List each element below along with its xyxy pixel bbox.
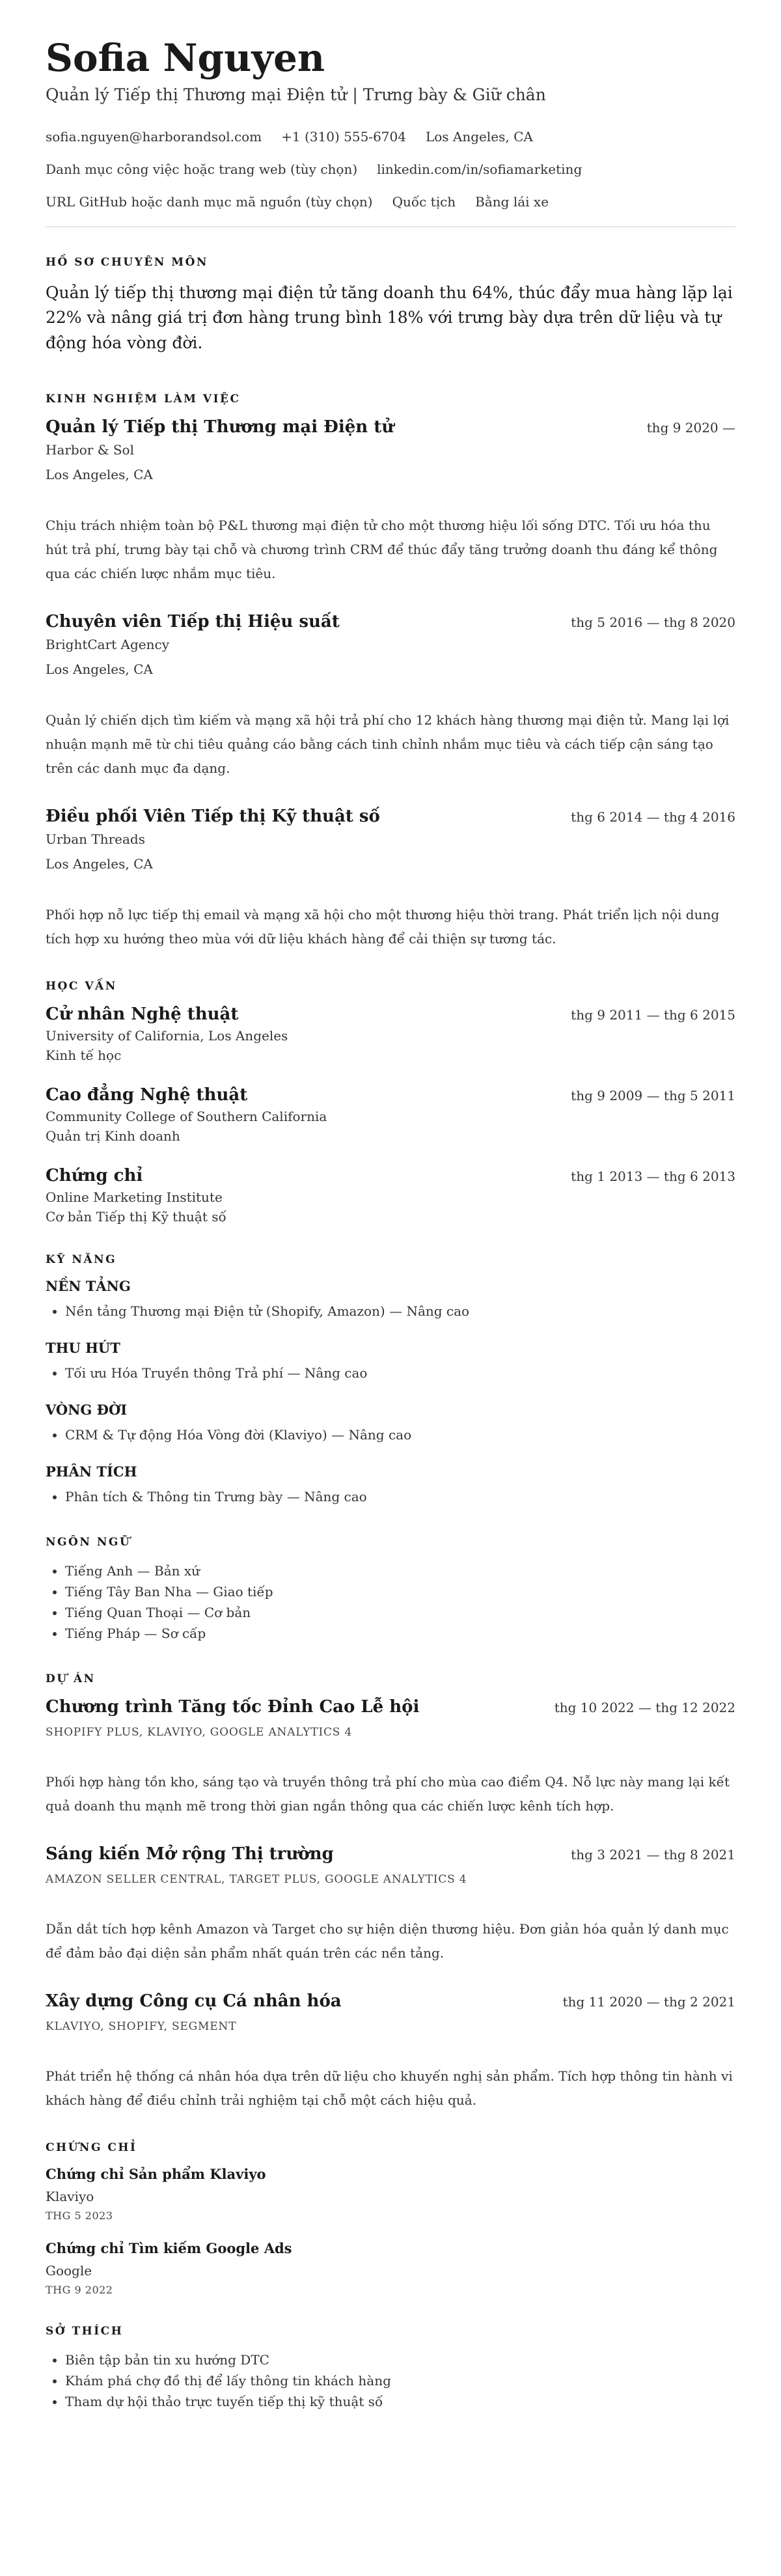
job-date: thg 6 2014 — thg 4 2016 [571, 809, 735, 825]
section-title-summary: HỒ SƠ CHUYÊN MÔN [46, 255, 208, 269]
candidate-name: Sofia Nguyen [46, 36, 325, 80]
certification-date: THG 5 2023 [46, 2209, 113, 2222]
project-description: Dẫn dắt tích hợp kênh Amazon và Target cho sự hiện diện thương hiệu. Đơn giản hóa quản lý danh mục để đảm bảo đại diện sản phẩm nhất quán trên các nền tảng. [46, 1920, 729, 1961]
job-date: thg 5 2016 — thg 8 2020 [571, 614, 735, 630]
contact-row-3 [46, 194, 735, 210]
section-title-interests: SỞ THÍCH [46, 2324, 124, 2338]
education-entry [46, 1085, 735, 1144]
project-date: thg 3 2021 — thg 8 2021 [571, 1846, 735, 1863]
certification-issuer: Google [46, 2262, 92, 2278]
project-tech-stack: KLAVIYO, SHOPIFY, SEGMENT [46, 2019, 237, 2033]
project-tech-stack: SHOPIFY PLUS, KLAVIYO, GOOGLE ANALYTICS 4 [46, 1725, 353, 1739]
degree-title: Chứng chỉ [46, 1165, 143, 1185]
job-description: Phối hợp nỗ lực tiếp thị email và mạng xã hội cho một thương hiệu thời trang. Phát triển lịch nội dung tích hợp xu hướng theo mùa với dữ liệu khách hàng để cải thiện sự tương tác. [46, 906, 720, 947]
certification-date: THG 9 2022 [46, 2283, 113, 2296]
linkedin-link[interactable]: linkedin.com/in/sofiamarketing [377, 161, 582, 177]
degree-title: Cử nhân Nghệ thuật [46, 1004, 239, 1024]
job-title: Quản lý Tiếp thị Thương mại Điện tử [46, 417, 394, 437]
skill-item: • Tối ưu Hóa Truyền thông Trả phí — Nâng cao [65, 1363, 735, 1383]
contact-row-2 [46, 161, 735, 177]
project-entry [46, 1991, 735, 2112]
project-name: Sáng kiến Mở rộng Thị trường [46, 1844, 334, 1864]
skill-group [46, 1340, 735, 1383]
skill-group [46, 1463, 735, 1507]
job-location: Los Angeles, CA [46, 855, 153, 872]
candidate-headline: Quản lý Tiếp thị Thương mại Điện tử | Trưng bày & Giữ chân [46, 85, 546, 104]
skill-category: THU HÚT [46, 1339, 120, 1356]
education-date: thg 9 2011 — thg 6 2015 [571, 1006, 735, 1023]
job-description: Chịu trách nhiệm toàn bộ P&L thương mại điện tử cho một thương hiệu lối sống DTC. Tối ưu hóa thu hút trả phí, trưng bày tại chỗ và chương trình CRM để thúc đẩy tăng trưởng doanh thu đáng kể thông qua các chiến lược nhắm mục tiêu. [46, 517, 718, 581]
skill-item: • Nền tảng Thương mại Điện tử (Shopify, Amazon) — Nâng cao [65, 1301, 735, 1322]
skill-item: • CRM & Tự động Hóa Vòng đời (Klaviyo) — Nâng cao [65, 1424, 735, 1445]
location: Los Angeles, CA [425, 128, 533, 145]
experience-entry [46, 612, 735, 781]
section-title-languages: NGÔN NGỮ [46, 1535, 131, 1549]
company-name: BrightCart Agency [46, 636, 170, 652]
phone-number: +1 (310) 555-6704 [281, 128, 406, 145]
education-date: thg 9 2009 — thg 5 2011 [571, 1087, 735, 1103]
experience-entry [46, 417, 735, 586]
skill-item: • Phân tích & Thông tin Trưng bày — Nâng cao [65, 1486, 735, 1507]
job-location: Los Angeles, CA [46, 661, 153, 677]
project-entry [46, 1697, 735, 1818]
contact-row-1 [46, 129, 735, 145]
section-title-experience: KINH NGHIỆM LÀM VIỆC [46, 392, 241, 406]
driving-license: Bằng lái xe [475, 193, 549, 210]
interests-section [46, 2325, 735, 2412]
interest-item: • Biên tập bản tin xu hướng DTC [65, 2349, 735, 2370]
project-entry [46, 1844, 735, 1965]
language-list [46, 1560, 735, 1644]
project-description: Phối hợp hàng tồn kho, sáng tạo và truyền thông trả phí cho mùa cao điểm Q4. Nỗ lực này mang lại kết quả doanh thu mạnh mẽ trong thời gian ngắn thông qua các chiến lược kênh tích hợp. [46, 1773, 730, 1814]
resume-header [46, 36, 735, 210]
section-title-education: HỌC VẤN [46, 979, 117, 993]
skill-category: PHÂN TÍCH [46, 1463, 137, 1480]
job-title: Điều phối Viên Tiếp thị Kỹ thuật số [46, 806, 380, 826]
field-of-study: Kinh tế học [46, 1047, 122, 1063]
project-name: Chương trình Tăng tốc Đỉnh Cao Lễ hội [46, 1697, 420, 1717]
education-entry [46, 1166, 735, 1225]
job-title: Chuyên viên Tiếp thị Hiệu suất [46, 611, 340, 631]
github-link[interactable]: URL GitHub hoặc danh mục mã nguồn (tùy chọn) [46, 193, 373, 210]
company-name: Urban Threads [46, 831, 145, 847]
field-of-study: Quản trị Kinh doanh [46, 1128, 180, 1144]
nationality: Quốc tịch [392, 193, 456, 210]
section-title-certifications: CHỨNG CHỈ [46, 2140, 137, 2154]
education-date: thg 1 2013 — thg 6 2013 [571, 1168, 735, 1184]
school-name: University of California, Los Angeles [46, 1027, 288, 1044]
interest-item: • Tham dự hội thảo trực tuyến tiếp thị kỹ thuật số [65, 2391, 735, 2412]
project-date: thg 11 2020 — thg 2 2021 [562, 1993, 735, 2010]
section-title-skills: KỸ NĂNG [46, 1253, 117, 1266]
field-of-study: Cơ bản Tiếp thị Kỹ thuật số [46, 1208, 226, 1225]
skills-section [46, 1253, 735, 1507]
job-date: thg 9 2020 — [646, 419, 735, 436]
experience-section [46, 393, 735, 951]
project-date: thg 10 2022 — thg 12 2022 [554, 1699, 735, 1715]
languages-section [46, 1536, 735, 1644]
language-item: • Tiếng Quan Thoại — Cơ bản [65, 1602, 735, 1623]
email-link[interactable]: sofia.nguyen@harborandsol.com [46, 128, 262, 145]
certification-name: Chứng chỉ Tìm kiếm Google Ads [46, 2239, 292, 2256]
interest-item: • Khám phá chợ đồ thị để lấy thông tin khách hàng [65, 2370, 735, 2391]
language-item: • Tiếng Tây Ban Nha — Giao tiếp [65, 1581, 735, 1602]
project-name: Xây dựng Công cụ Cá nhân hóa [46, 1991, 342, 2011]
summary-text: Quản lý tiếp thị thương mại điện tử tăng doanh thu 64%, thúc đẩy mua hàng lặp lại 22% và nâng giá trị đơn hàng trung bình 18% với trưng bày dựa trên dữ liệu và tự động hóa vòng đời. [46, 283, 733, 353]
certification-name: Chứng chỉ Sản phẩm Klaviyo [46, 2165, 266, 2182]
project-description: Phát triển hệ thống cá nhân hóa dựa trên dữ liệu cho khuyến nghị sản phẩm. Tích hợp thông tin hành vi khách hàng để điều chỉnh trải nghiệm tại chỗ một cách hiệu quả. [46, 2068, 733, 2108]
school-name: Online Marketing Institute [46, 1189, 223, 1205]
certifications-section [46, 2141, 735, 2296]
projects-section [46, 1672, 735, 2112]
education-entry [46, 1004, 735, 1063]
interest-list [46, 2349, 735, 2412]
certification-entry [46, 2240, 735, 2296]
skill-category: NỀN TẢNG [46, 1277, 131, 1294]
skill-group [46, 1278, 735, 1322]
language-item: • Tiếng Anh — Bản xứ [65, 1560, 735, 1581]
certification-entry [46, 2166, 735, 2222]
skill-category: VÒNG ĐỜI [46, 1401, 128, 1418]
portfolio-link[interactable]: Danh mục công việc hoặc trang web (tùy chọn) [46, 161, 358, 177]
summary-section [46, 256, 735, 356]
section-title-projects: DỰ ÁN [46, 1672, 96, 1685]
job-description: Quản lý chiến dịch tìm kiếm và mạng xã hội trả phí cho 12 khách hàng thương mại điện tử. Mang lại lợi nhuận mạnh mẽ từ chi tiêu quảng cáo bằng cách tinh chỉnh nhắm mục tiêu và cách tiếp cận sáng tạo trên các danh mục đa dạng. [46, 712, 730, 776]
certification-issuer: Klaviyo [46, 2188, 94, 2204]
degree-title: Cao đẳng Nghệ thuật [46, 1085, 248, 1105]
company-name: Harbor & Sol [46, 441, 134, 458]
experience-entry [46, 807, 735, 951]
project-tech-stack: AMAZON SELLER CENTRAL, TARGET PLUS, GOOGLE ANALYTICS 4 [46, 1872, 467, 1886]
job-location: Los Angeles, CA [46, 466, 153, 482]
school-name: Community College of Southern California [46, 1108, 327, 1124]
education-section [46, 980, 735, 1225]
language-item: • Tiếng Pháp — Sơ cấp [65, 1623, 735, 1644]
skill-group [46, 1402, 735, 1445]
